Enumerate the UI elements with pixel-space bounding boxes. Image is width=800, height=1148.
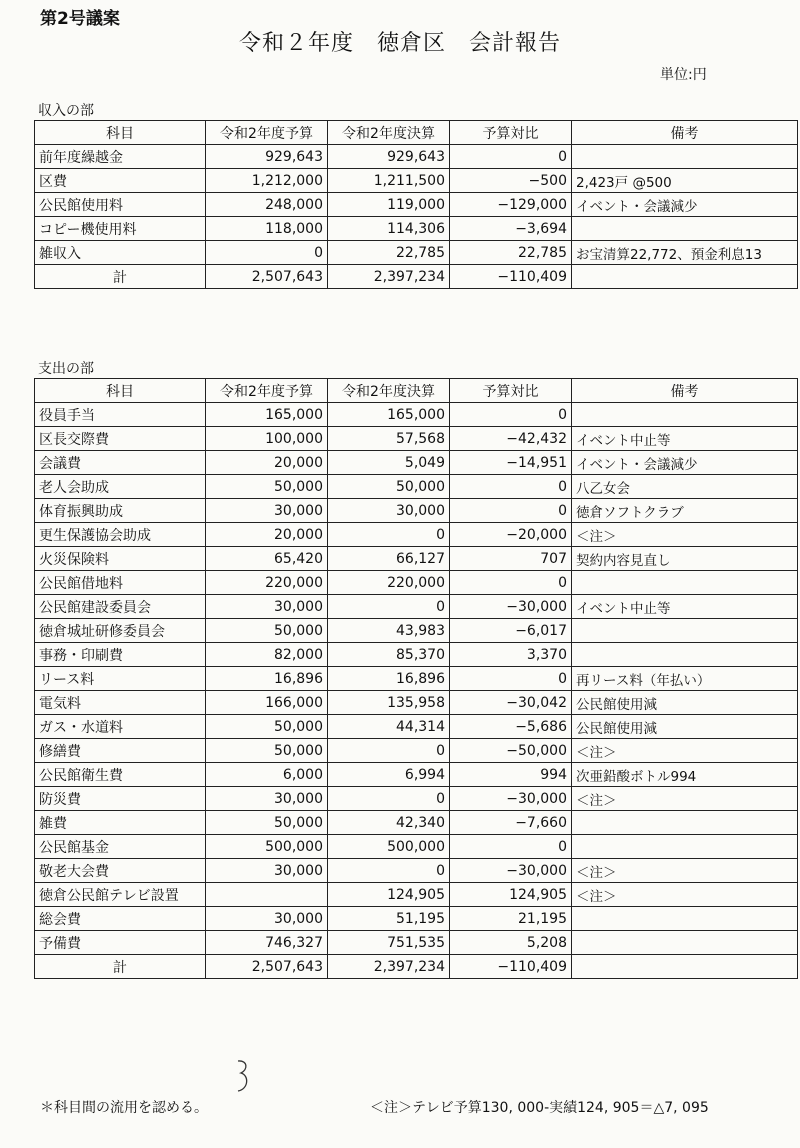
note-cell: イベント中止等: [572, 427, 798, 451]
table-row: [35, 523, 798, 547]
budget-cell: 30,000: [206, 595, 328, 619]
table-row: [35, 907, 798, 931]
subject-cell: 徳倉城址研修委員会: [35, 619, 206, 643]
budget-cell: 0: [206, 241, 328, 265]
column-header-actual: 令和2年度決算: [328, 379, 450, 403]
subject-cell: 区費: [35, 169, 206, 193]
table-row: [35, 217, 798, 241]
actual-cell: 66,127: [328, 547, 450, 571]
subject-cell: 体育振興助成: [35, 499, 206, 523]
subject-cell: 公民館基金: [35, 835, 206, 859]
subject-cell: 修繕費: [35, 739, 206, 763]
actual-cell: 124,905: [328, 883, 450, 907]
note-cell: [572, 643, 798, 667]
actual-cell: 0: [328, 739, 450, 763]
diff-cell: −20,000: [450, 523, 572, 547]
actual-cell: 51,195: [328, 907, 450, 931]
note-cell: イベント・会議減少: [572, 451, 798, 475]
diff-cell: 21,195: [450, 907, 572, 931]
column-header-note: 備考: [572, 379, 798, 403]
diff-cell: 0: [450, 667, 572, 691]
subject-cell: 役員手当: [35, 403, 206, 427]
table-row: [35, 427, 798, 451]
actual-cell: 1,211,500: [328, 169, 450, 193]
table-row: [35, 835, 798, 859]
diff-cell: 0: [450, 145, 572, 169]
actual-cell: 0: [328, 523, 450, 547]
table-row: [35, 547, 798, 571]
budget-cell: 50,000: [206, 619, 328, 643]
subject-cell: 総会費: [35, 907, 206, 931]
budget-cell: 82,000: [206, 643, 328, 667]
diff-cell: −5,686: [450, 715, 572, 739]
diff-cell: −30,000: [450, 787, 572, 811]
subject-cell: 公民館建設委員会: [35, 595, 206, 619]
budget-cell: 16,896: [206, 667, 328, 691]
diff-cell: 3,370: [450, 643, 572, 667]
diff-cell: 22,785: [450, 241, 572, 265]
note-cell: [572, 907, 798, 931]
budget-cell: 50,000: [206, 475, 328, 499]
table-row: [35, 691, 798, 715]
column-header-budget: 令和2年度予算: [206, 121, 328, 145]
subject-cell: コピー機使用料: [35, 217, 206, 241]
income-rows: [35, 145, 798, 289]
budget-cell: 220,000: [206, 571, 328, 595]
actual-cell: 500,000: [328, 835, 450, 859]
actual-cell: 751,535: [328, 931, 450, 955]
subject-cell: 事務・印刷費: [35, 643, 206, 667]
budget-cell: 30,000: [206, 787, 328, 811]
actual-cell: 2,397,234: [328, 955, 450, 979]
diff-cell: −110,409: [450, 265, 572, 289]
diff-cell: −6,017: [450, 619, 572, 643]
budget-cell: 50,000: [206, 811, 328, 835]
subject-cell: 公民館借地料: [35, 571, 206, 595]
subject-cell: 雑収入: [35, 241, 206, 265]
note-cell: 公民館使用減: [572, 715, 798, 739]
column-header-diff: 予算対比: [450, 379, 572, 403]
budget-cell: 2,507,643: [206, 955, 328, 979]
note-cell: [572, 571, 798, 595]
subject-cell: 老人会助成: [35, 475, 206, 499]
subject-cell: 敬老大会費: [35, 859, 206, 883]
table-row: [35, 643, 798, 667]
diff-cell: −30,000: [450, 595, 572, 619]
actual-cell: 2,397,234: [328, 265, 450, 289]
subject-cell: 徳倉公民館テレビ設置: [35, 883, 206, 907]
diff-cell: 124,905: [450, 883, 572, 907]
budget-cell: 50,000: [206, 739, 328, 763]
diff-cell: 0: [450, 403, 572, 427]
column-header-note: 備考: [572, 121, 798, 145]
diff-cell: 0: [450, 571, 572, 595]
column-header-subject: 科目: [35, 121, 206, 145]
table-row: [35, 145, 798, 169]
expense-table: [34, 378, 798, 979]
actual-cell: 50,000: [328, 475, 450, 499]
note-cell: [572, 811, 798, 835]
diff-cell: −42,432: [450, 427, 572, 451]
budget-cell: 65,420: [206, 547, 328, 571]
table-row: [35, 241, 798, 265]
subject-cell: 公民館衛生費: [35, 763, 206, 787]
budget-cell: 30,000: [206, 499, 328, 523]
subject-cell: 予備費: [35, 931, 206, 955]
table-row: [35, 475, 798, 499]
expense-section-label: 支出の部: [38, 361, 94, 377]
note-cell: [572, 619, 798, 643]
actual-cell: 42,340: [328, 811, 450, 835]
diff-cell: −14,951: [450, 451, 572, 475]
budget-cell: 50,000: [206, 715, 328, 739]
actual-cell: 43,983: [328, 619, 450, 643]
note-cell: イベント中止等: [572, 595, 798, 619]
actual-cell: 929,643: [328, 145, 450, 169]
actual-cell: 135,958: [328, 691, 450, 715]
subject-cell: 更生保護協会助成: [35, 523, 206, 547]
diff-cell: −30,042: [450, 691, 572, 715]
table-row: [35, 763, 798, 787]
subject-cell: 会議費: [35, 451, 206, 475]
table-row: [35, 499, 798, 523]
budget-cell: 166,000: [206, 691, 328, 715]
note-cell: ＜注＞: [572, 523, 798, 547]
note-cell: [572, 835, 798, 859]
note-cell: [572, 955, 798, 979]
diff-cell: 5,208: [450, 931, 572, 955]
budget-cell: 30,000: [206, 859, 328, 883]
note-cell: [572, 145, 798, 169]
table-row: [35, 787, 798, 811]
actual-cell: 0: [328, 859, 450, 883]
footnote-tv-budget: ＜注＞テレビ予算130, 000-実績124, 905＝△7, 095: [370, 1100, 709, 1116]
subject-cell: 公民館使用料: [35, 193, 206, 217]
budget-cell: 6,000: [206, 763, 328, 787]
column-header-diff: 予算対比: [450, 121, 572, 145]
actual-cell: 119,000: [328, 193, 450, 217]
unit-label: 単位:円: [660, 67, 707, 83]
subject-cell: リース料: [35, 667, 206, 691]
subject-cell: 区長交際費: [35, 427, 206, 451]
diff-cell: −50,000: [450, 739, 572, 763]
budget-cell: 2,507,643: [206, 265, 328, 289]
budget-cell: 100,000: [206, 427, 328, 451]
diff-cell: 994: [450, 763, 572, 787]
footnote-transfer: ＊科目間の流用を認める。: [40, 1100, 208, 1116]
table-row: [35, 739, 798, 763]
budget-cell: 20,000: [206, 451, 328, 475]
diff-cell: −30,000: [450, 859, 572, 883]
income-section-label: 収入の部: [38, 103, 94, 119]
subject-cell: 電気料: [35, 691, 206, 715]
budget-cell: 746,327: [206, 931, 328, 955]
actual-cell: 6,994: [328, 763, 450, 787]
note-cell: 八乙女会: [572, 475, 798, 499]
diff-cell: 0: [450, 835, 572, 859]
note-cell: ＜注＞: [572, 739, 798, 763]
subject-cell: 防災費: [35, 787, 206, 811]
note-cell: お宝清算22,772、預金利息13: [572, 241, 798, 265]
budget-cell: 500,000: [206, 835, 328, 859]
note-cell: ＜注＞: [572, 883, 798, 907]
actual-cell: 16,896: [328, 667, 450, 691]
actual-cell: 114,306: [328, 217, 450, 241]
note-cell: ＜注＞: [572, 787, 798, 811]
document-id: 第2号議案: [40, 9, 120, 29]
budget-cell: 248,000: [206, 193, 328, 217]
table-row: [35, 811, 798, 835]
page-title: 令和２年度 徳倉区 会計報告: [238, 31, 561, 56]
subject-cell: 前年度繰越金: [35, 145, 206, 169]
note-cell: イベント・会議減少: [572, 193, 798, 217]
expense-total-row: [35, 955, 798, 979]
subject-cell: 雑費: [35, 811, 206, 835]
table-row: [35, 715, 798, 739]
table-row: [35, 403, 798, 427]
table-row: [35, 193, 798, 217]
diff-cell: 0: [450, 475, 572, 499]
budget-cell: [206, 883, 328, 907]
actual-cell: 22,785: [328, 241, 450, 265]
diff-cell: −129,000: [450, 193, 572, 217]
note-cell: 2,423戸 @500: [572, 169, 798, 193]
expense-rows: [35, 403, 798, 979]
note-cell: [572, 931, 798, 955]
note-cell: [572, 265, 798, 289]
note-cell: 公民館使用減: [572, 691, 798, 715]
subject-cell: ガス・水道料: [35, 715, 206, 739]
table-row: [35, 931, 798, 955]
subject-cell: 計: [35, 955, 206, 979]
expense-header-row: [35, 379, 798, 403]
diff-cell: 0: [450, 499, 572, 523]
actual-cell: 165,000: [328, 403, 450, 427]
note-cell: 次亜鉛酸ボトル994: [572, 763, 798, 787]
table-row: [35, 451, 798, 475]
actual-cell: 57,568: [328, 427, 450, 451]
diff-cell: −110,409: [450, 955, 572, 979]
note-cell: 契約内容見直し: [572, 547, 798, 571]
table-row: [35, 883, 798, 907]
income-table: [34, 120, 798, 289]
diff-cell: −500: [450, 169, 572, 193]
actual-cell: 220,000: [328, 571, 450, 595]
subject-cell: 火災保険料: [35, 547, 206, 571]
table-row: [35, 859, 798, 883]
table-row: [35, 619, 798, 643]
budget-cell: 165,000: [206, 403, 328, 427]
actual-cell: 0: [328, 787, 450, 811]
table-row: [35, 667, 798, 691]
subject-cell: 計: [35, 265, 206, 289]
diff-cell: −3,694: [450, 217, 572, 241]
actual-cell: 44,314: [328, 715, 450, 739]
table-row: [35, 571, 798, 595]
budget-cell: 929,643: [206, 145, 328, 169]
income-total-row: [35, 265, 798, 289]
actual-cell: 0: [328, 595, 450, 619]
note-cell: 再リース料（年払い）: [572, 667, 798, 691]
column-header-subject: 科目: [35, 379, 206, 403]
income-header-row: [35, 121, 798, 145]
note-cell: 徳倉ソフトクラブ: [572, 499, 798, 523]
diff-cell: −7,660: [450, 811, 572, 835]
actual-cell: 5,049: [328, 451, 450, 475]
column-header-budget: 令和2年度予算: [206, 379, 328, 403]
diff-cell: 707: [450, 547, 572, 571]
note-cell: [572, 403, 798, 427]
column-header-actual: 令和2年度決算: [328, 121, 450, 145]
note-cell: [572, 217, 798, 241]
table-row: [35, 169, 798, 193]
budget-cell: 30,000: [206, 907, 328, 931]
budget-cell: 20,000: [206, 523, 328, 547]
budget-cell: 118,000: [206, 217, 328, 241]
table-row: [35, 595, 798, 619]
handwritten-mark: [236, 1058, 250, 1094]
budget-cell: 1,212,000: [206, 169, 328, 193]
actual-cell: 30,000: [328, 499, 450, 523]
actual-cell: 85,370: [328, 643, 450, 667]
note-cell: ＜注＞: [572, 859, 798, 883]
